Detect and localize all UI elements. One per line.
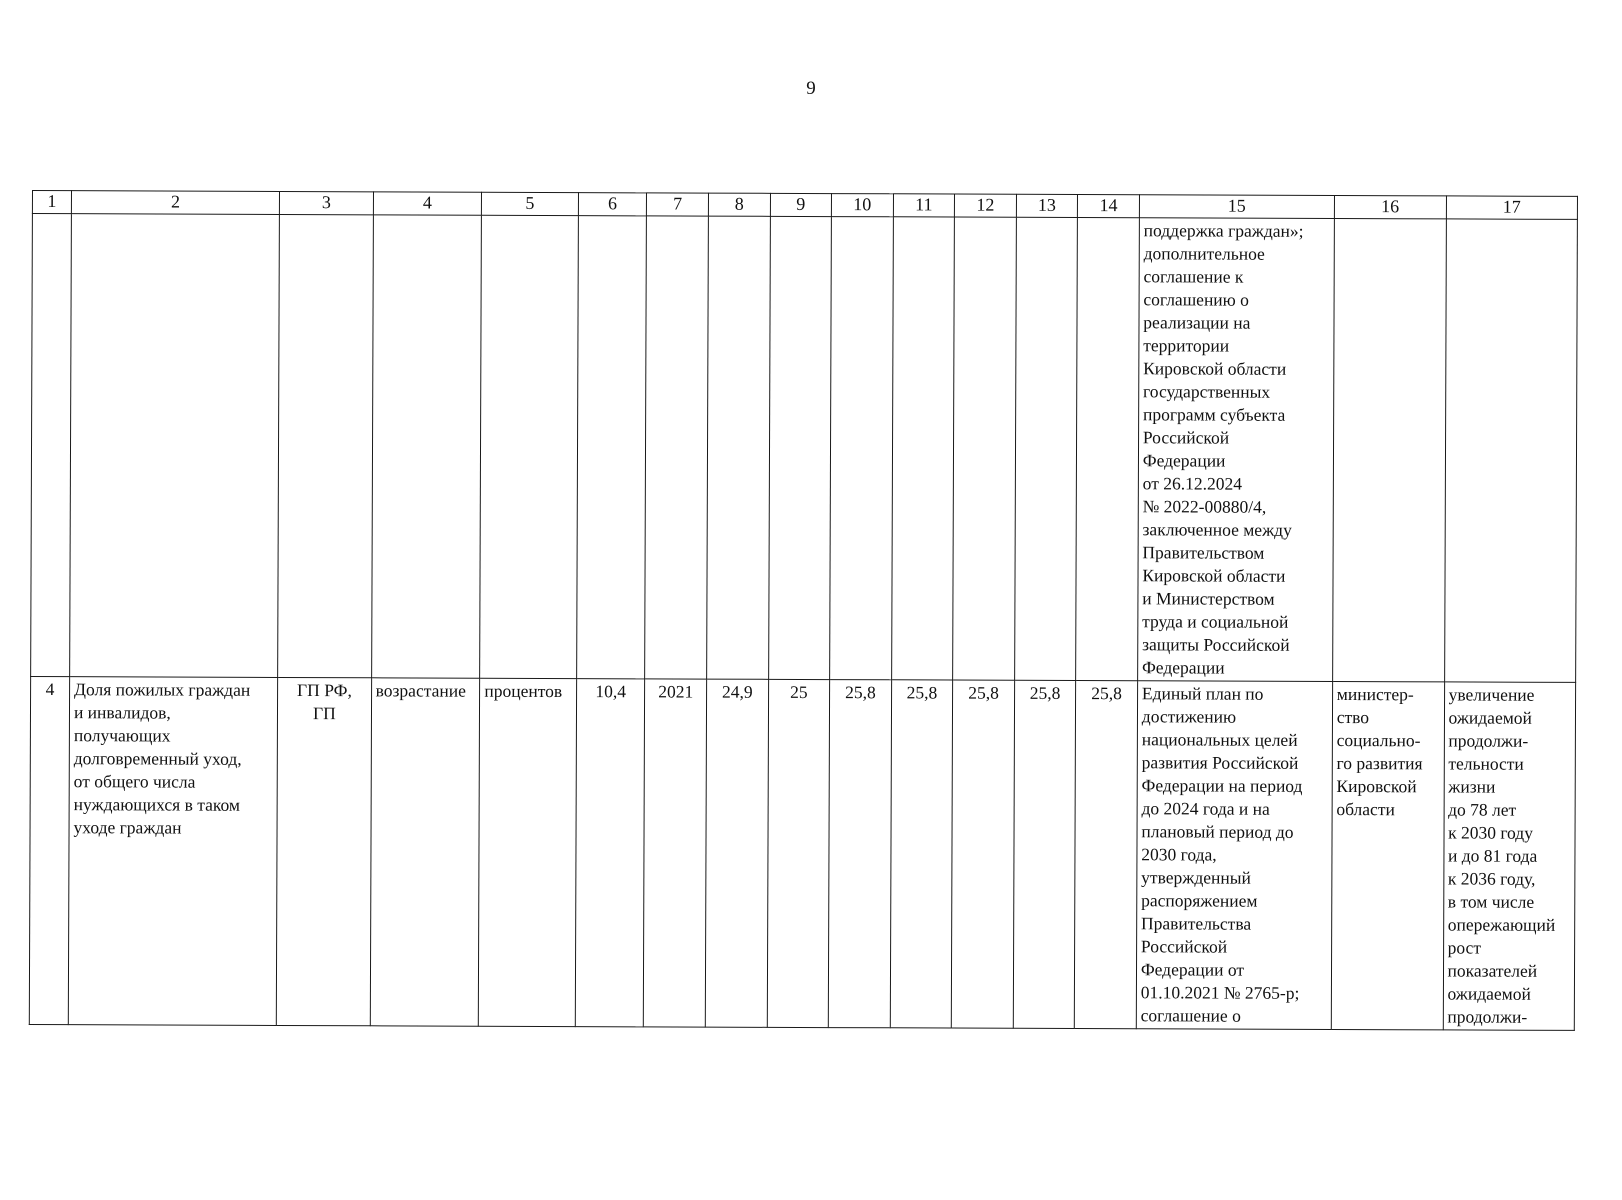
text-line: реализации на (1143, 312, 1251, 333)
text-line: продолжи- (1448, 730, 1529, 751)
text-line: увеличение (1448, 684, 1535, 705)
text-line: развития Российской (1141, 752, 1299, 773)
text-line: уходе граждан (73, 817, 182, 838)
text-line: получающих (73, 725, 171, 746)
text-line: до 78 лет (1448, 799, 1517, 820)
text-line: министер- (1336, 684, 1414, 705)
text-line: заключенное между (1142, 519, 1292, 540)
text-line: Федерации от (1140, 959, 1245, 980)
national-goal-cell (1443, 682, 1576, 1031)
value-cell: 25,8 (951, 680, 1014, 1028)
text-line: ство (1336, 707, 1370, 728)
text-line: Единый план по (1141, 683, 1264, 704)
indicator-level (277, 677, 372, 1025)
unit-cell: процентов (479, 678, 577, 1026)
text-line: рост (1447, 937, 1482, 958)
text-line: ожидаемой (1447, 983, 1531, 1004)
column-header: 10 (831, 194, 893, 217)
text-line: тельности (1448, 753, 1524, 774)
text-line: Федерации на период (1141, 775, 1303, 796)
text-line: дополнительное (1143, 243, 1265, 264)
text-line: к 2036 году, (1447, 868, 1536, 889)
column-header: 9 (770, 193, 832, 216)
responsible-body-cell (1331, 681, 1444, 1029)
text-line: поддержка граждан»; (1143, 220, 1304, 241)
value-cell: 25,8 (890, 680, 953, 1028)
text-line: и инвалидов, (73, 702, 171, 723)
text-line: Правительством (1142, 542, 1265, 563)
column-header: 1 (32, 191, 71, 214)
text-line: соглашению о (1143, 289, 1249, 310)
column-header: 3 (280, 191, 373, 214)
text-line: государственных (1143, 381, 1271, 402)
value-cell: 25,8 (1075, 681, 1138, 1029)
value-cell: 24,9 (705, 679, 768, 1027)
text-line: Федерации (1142, 450, 1226, 471)
text-line: продолжи- (1447, 1006, 1528, 1027)
column-header: 6 (578, 193, 647, 216)
text-line: Кировской (1336, 776, 1417, 797)
text-line: Российской (1140, 936, 1228, 957)
text-line: показателей (1447, 960, 1538, 981)
column-header: 5 (482, 192, 579, 215)
text-line: и Министерством (1142, 588, 1275, 609)
text-line: № 2022-00880/4, (1142, 496, 1267, 517)
text-line: программ субъекта (1142, 404, 1286, 425)
text-line: жизни (1448, 776, 1496, 797)
text-line: и до 81 года (1447, 845, 1538, 866)
value-cell: 25 (767, 679, 830, 1027)
text-line: соглашение о (1140, 1005, 1241, 1026)
text-line: 2030 года, (1141, 844, 1217, 865)
text-line: до 2024 года и на (1141, 798, 1270, 819)
text-line: утвержденный (1141, 867, 1251, 888)
text-line: защиты Российской (1142, 634, 1290, 655)
text-line: труда и социальной (1142, 611, 1289, 632)
text-line: Кировской области (1143, 358, 1287, 379)
page-number: 9 (806, 78, 816, 99)
text-line: от 26.12.2024 (1142, 473, 1243, 494)
table-row (29, 676, 1575, 1030)
text-line: долговременный уход, (73, 748, 242, 769)
value-cell: 25,8 (828, 680, 891, 1028)
text-line: достижению (1141, 706, 1237, 727)
text-line: Федерации (1141, 657, 1225, 678)
column-header: 12 (955, 194, 1017, 217)
trend-cell: возрастание (370, 678, 480, 1026)
column-header: 16 (1334, 196, 1446, 219)
text-line: 01.10.2021 № 2765-р; (1140, 982, 1300, 1003)
text-line: национальных целей (1141, 729, 1298, 750)
indicator-name (68, 677, 278, 1026)
regulatory-document-cell (1137, 218, 1334, 682)
text-line: Российской (1142, 427, 1230, 448)
text-line: опережающий (1447, 914, 1556, 935)
text-line: в том числе (1447, 891, 1535, 912)
column-header: 17 (1446, 196, 1578, 220)
column-header: 2 (71, 191, 279, 215)
text-line: Доля пожилых граждан (74, 679, 251, 700)
text-line: социально- (1336, 730, 1421, 751)
text-line: ГП (312, 703, 336, 724)
continuation-row (31, 214, 1578, 683)
column-header: 11 (893, 194, 955, 217)
text-line: распоряжением (1141, 890, 1258, 911)
column-header: 13 (1016, 194, 1078, 217)
text-line: ГП РФ, (297, 680, 352, 701)
indicators-table (29, 190, 1578, 1031)
text-line: Кировской области (1142, 565, 1286, 586)
row-number: 4 (29, 676, 69, 1024)
text-line: области (1336, 799, 1395, 820)
value-cell: 25,8 (1013, 680, 1076, 1028)
regulatory-document-cell (1136, 681, 1332, 1030)
text-line: от общего числа (73, 771, 196, 792)
text-line: соглашение к (1143, 266, 1244, 287)
base-year-cell: 2021 (644, 679, 707, 1027)
column-header: 7 (647, 193, 709, 216)
text-line: нуждающихся в таком (73, 794, 241, 815)
column-header: 14 (1078, 195, 1140, 218)
text-line: Правительства (1140, 913, 1252, 934)
base-value-cell: 10,4 (575, 679, 645, 1027)
column-header: 4 (373, 192, 482, 215)
text-line: плановый период до (1141, 821, 1294, 842)
column-header: 15 (1139, 195, 1334, 219)
column-header: 8 (708, 193, 770, 216)
text-line: го развития (1336, 753, 1423, 774)
text-line: ожидаемой (1448, 707, 1532, 728)
text-line: к 2030 году (1448, 822, 1534, 843)
text-line: территории (1143, 335, 1230, 356)
